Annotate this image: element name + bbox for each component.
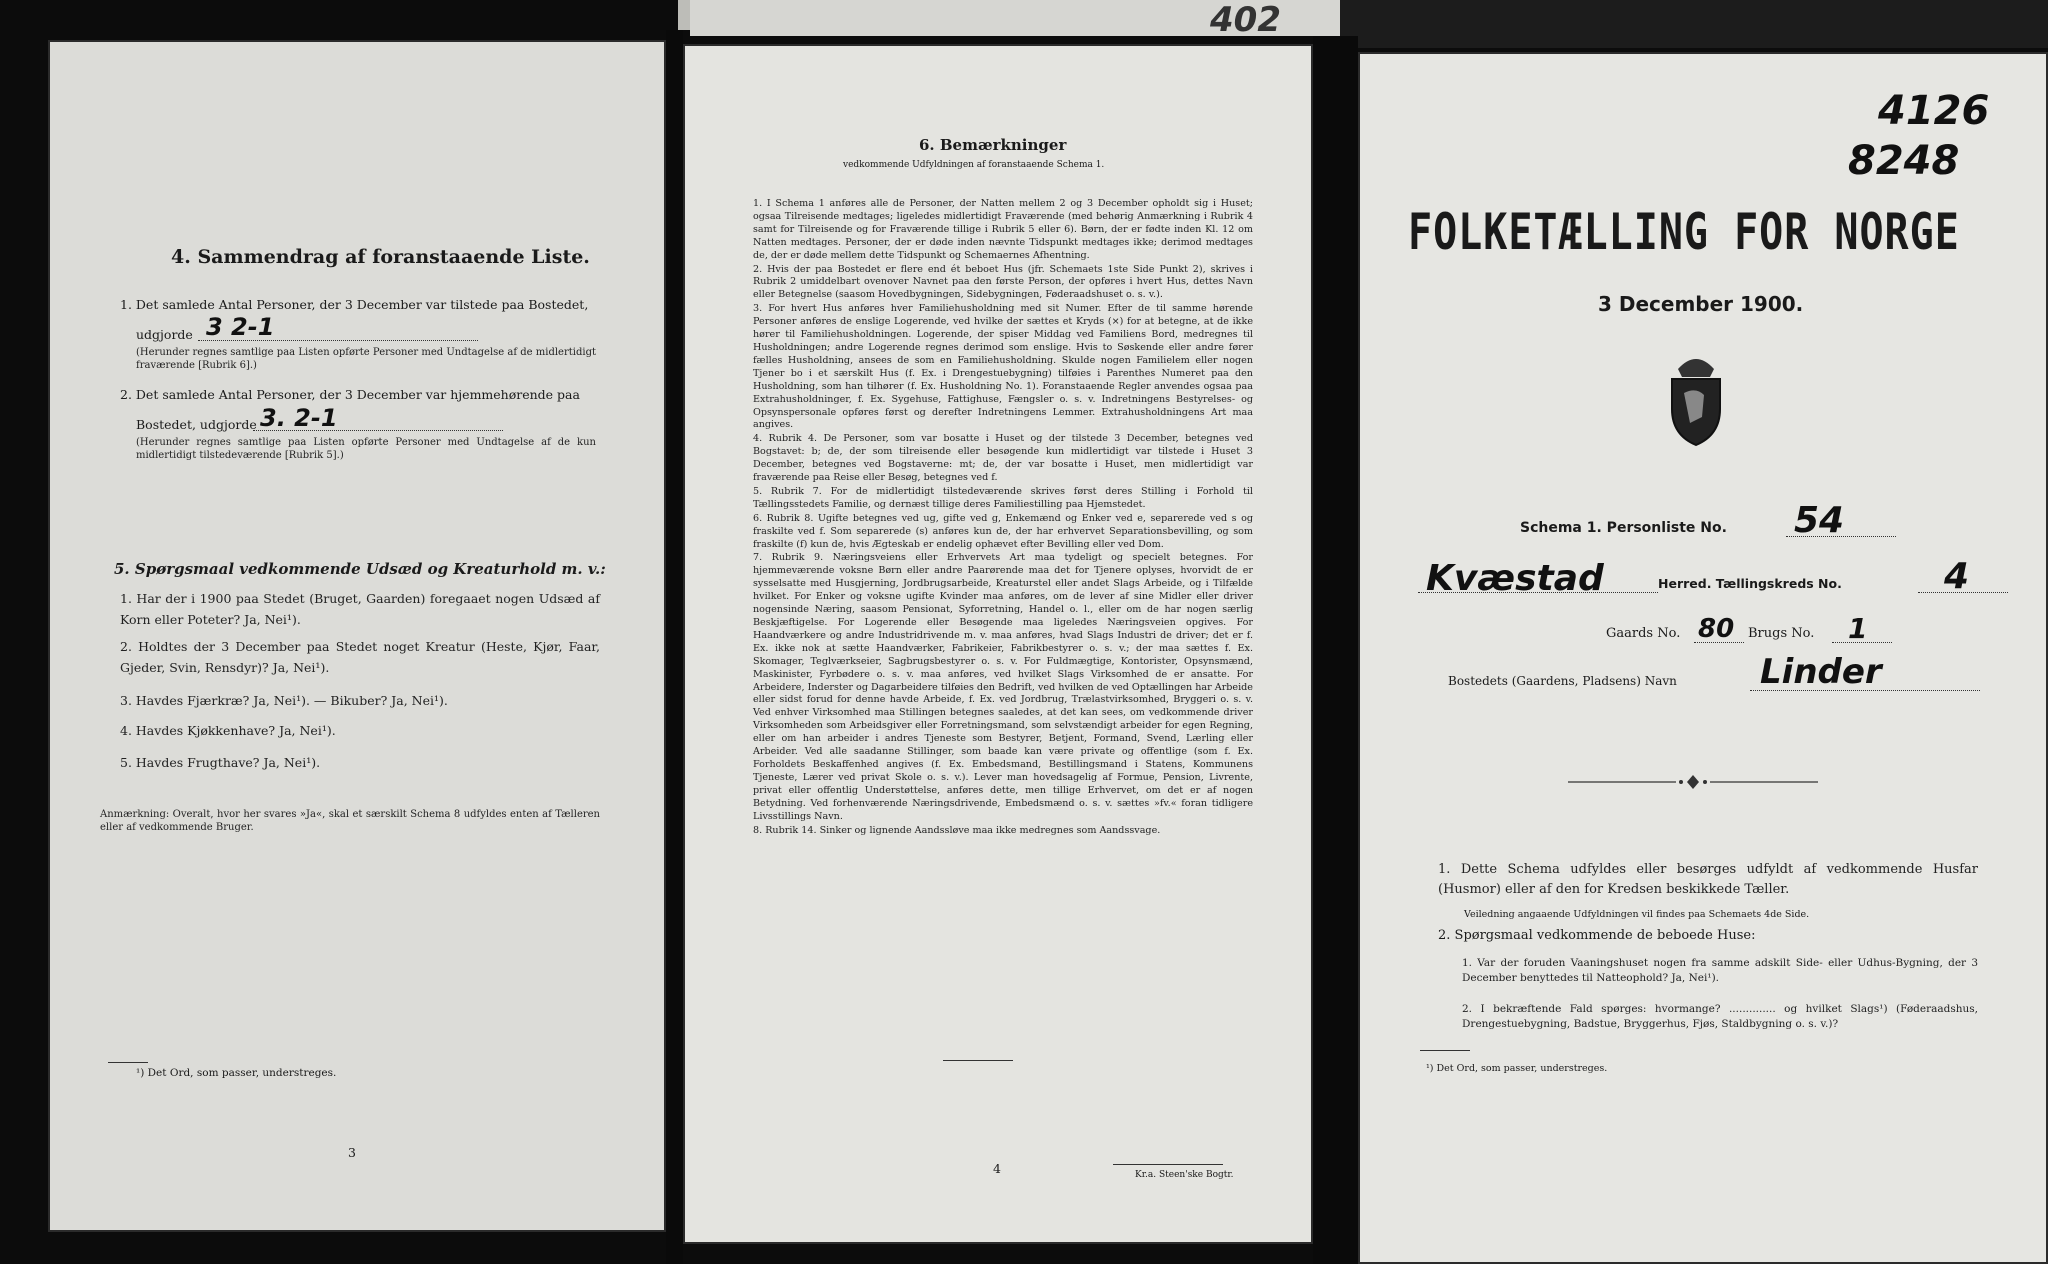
printer-rule [1113, 1164, 1223, 1165]
s5-item-4: 4. Havdes Kjøkkenhave? Ja, Nei¹). [120, 723, 336, 738]
printer: Kr.a. Steen'ske Bogtr. [1135, 1170, 1234, 1180]
ornament-divider-icon [1568, 772, 1818, 792]
remark-1: 1. I Schema 1 anføres alle de Personer, der Natten mellem 2 og 3 December opholdt sig i Huset; ogsaa Tilreisende medtages; ligeledes midlertidigt Fraværende (med behørig Anmærkning i Rubrik 4 samt for Tilreisende og for Fraværende tillige i Rubrik 5 eller 6). Børn, der er fødte inden Kl. 12 om Natten medtages. Personer, der er døde inden nævnte Tidspunkt medtages ikke; derimod medtages de, der er døde mellem dette Tidspunkt og Schemaernes Afhentning. [753, 198, 1253, 261]
personliste-no: 54 [1794, 500, 1845, 541]
page-tab-left [678, 0, 690, 30]
page-tab-right [1340, 0, 2048, 48]
instruction-2-q2: 2. I bekræftende Fald spørges: hvormange? .............. og hvilket Slags¹) (Føderaadshus, Drengestuebygning, Badstue, Bryggerhus, Fjøs, Staldbygning o. s. v.)? [1462, 1003, 1978, 1030]
q2-note: (Herunder regnes samtlige paa Listen opførte Personer med Undtagelse af de kun midlertidigt tilstedeværende [Rubrik 5].) [136, 437, 596, 462]
remark-3: 3. For hvert Hus anføres hver Familiehusholdning med sit Numer. Efter de til samme hørende Personer anføres de enslige Logerende, ved hvilke der sættes et Kryds (×) for at betegne, at de ikke hører til Familiehusholdningen. Logerende, der spiser Middag ved Familiens Bord, medregnes til Husholdningen; andre Logerende regnes derimod som enslige. Hvis to Søskende eller andre fører fælles Husholdning, ansees de som en Familiehusholdning. Skulde nogen Familielem eller nogen Tjener bo i et særskilt Hus (f. Ex. i Drengestuebygning) tilføies i Parenthes Numeret paa den Husholdning, som han tilhører (f. Ex. Husholdning No. 1). Foranstaaende Regler anvendes ogsaa paa Extrahusholdninger, f. Ex. Sygehuse, Fattighuse, Fængsler o. s. v. Indretningens Bestyrelses- og Opsynspersonale opføres først og derefter Indretningens Lemmer. Extrahusholdningens Art maa angives. [753, 303, 1253, 431]
page-number-left: 3 [348, 1145, 356, 1160]
section4-title: 4. Sammendrag af foranstaaende Liste. [171, 246, 590, 268]
gaards-no: 80 [1698, 614, 1735, 644]
document-date: 3 December 1900. [1598, 292, 1804, 316]
schema-label: Schema 1. Personliste No. [1520, 520, 1727, 536]
bosted-name: Linder [1760, 652, 1882, 692]
herred-label: Herred. Tællingskreds No. [1658, 576, 1842, 591]
q1-note: (Herunder regnes samtlige paa Listen opførte Personer med Undtagelse af de midlertidigt fraværende [Rubrik 6].) [136, 347, 596, 372]
brugs-label: Brugs No. [1748, 626, 1815, 641]
corner-number-1: 4126 [1878, 88, 1990, 134]
s5-item-2: 2. Holdtes der 3 December paa Stedet noget Kreatur (Heste, Kjør, Faar, Gjeder, Svin, Rensdyr)? Ja, Nei¹). [120, 639, 600, 675]
section6-title: 6. Bemærkninger [919, 136, 1067, 154]
herred-name: Kvæstad [1426, 558, 1604, 599]
bosted-label: Bostedets (Gaardens, Pladsens) Navn [1448, 674, 1677, 688]
remark-7: 7. Rubrik 9. Næringsveiens eller Erhvervets Art maa tydeligt og specielt betegnes. For hjemmeværende voksne Børn eller andre Paarørende maa det for Tjenere oplyses, hvorvidt de er sysselsatte med Husgjerning, Jordbrugsarbeide, Kreaturstel eller andet Slags Arbeide, og i Tilfælde hvilket. For Enker og voksne ugifte Kvinder maa anføres, om de lever af sine Midler eller driver nogensinde Næring, saasom Pensionat, Syforretning, Handel o. l., eller om de har nogen særlig Beskjæftigelse. For Logerende eller Besøgende maa ligeledes Næringsveien opgives. For Haandværkere og andre Industridrivende m. v. maa anføres, hvad Slags Industri de driver; det er f. Ex. ikke nok at sætte Haandværker, Fabrikeier, Fabrikbestyrer o. s. v.; der maa sættes f. Ex. Skomager, Teglværkseier, Sagbrugsbestyrer o. s. v. For Fuldmægtige, Kontorister, Opsynsmænd, Maskinister, Fyrbødere o. s. v. maa anføres, ved hvilket Slags Virksomhed de er ansatte. For Arbeidere, Inderster og Dagarbeidere tilføies den Bedrift, ved hvilken de ved Optællingen har Arbeide eller sidst forud for denne havde Arbeide, f. Ex. ved Jordbrug, Trælastvirksomhed, Bryggeri o. s. v. Ved enhver Virksomhed maa Stillingen betegnes saaledes, at det kan sees, om vedkommende driver Virksomheden som Arbeidsgiver eller Forretningsmand, som selvstændigt arbeider for egen Regning, eller om han arbeider i andres Tjeneste som Bestyrer, Betjent, Formand, Svend, Lærling eller Arbeider. Ved alle saadanne Stillinger, som baade kan være private og offentlige (som f. Ex. Forholdets Beskaffenhed angives (f. Ex. Embedsmand, Bestillingsmand i Statens, Kommunens Tjeneste, Lærer ved privat Skole o. s. v.). Lever man hovedsagelig af Formue, Pension, Livrente, privat eller offentlig Understøttelse, anføres dette, men tillige Erhvervet, om det er af nogen Betydning. Ved forhenværende Næringsdrivende, Embedsmænd o. s. v. sættes »fv.« foran tidligere Livsstillings Navn. [753, 552, 1253, 822]
section6-subtitle: vedkommende Udfyldningen af foranstaaende Schema 1. [843, 160, 1105, 170]
corner-number-2: 8248 [1848, 138, 1960, 184]
page-number-mid: 4 [993, 1161, 1001, 1176]
instruction-1-note: Veiledning angaaende Udfyldningen vil findes paa Schemaets 4de Side. [1464, 909, 1810, 920]
remarks [753, 198, 1253, 838]
s5-item-3: 3. Havdes Fjærkræ? Ja, Nei¹). — Bikuber? Ja, Nei¹). [120, 693, 448, 708]
page-right [1358, 52, 2048, 1264]
page-left [48, 40, 666, 1232]
q2-answer: 3. 2-1 [260, 404, 338, 432]
instruction-1: 1. Dette Schema udfyldes eller besørges udfyldt af vedkommende Husfar (Husmor) eller af den for Kredsen beskikkede Tæller. [1438, 862, 1978, 897]
footnote: ¹) Det Ord, som passer, understreges. [136, 1067, 337, 1079]
kreds-no: 4 [1944, 556, 1970, 597]
anmerkning: Anmærkning: Overalt, hvor her svares »Ja«, skal et særskilt Schema 8 udfyldes enten af Tælleren eller af vedkommende Bruger. [100, 809, 600, 834]
end-rule [943, 1060, 1013, 1061]
gaards-label: Gaards No. [1606, 626, 1681, 641]
remark-5: 5. Rubrik 7. For de midlertidigt tilstedeværende skrives først deres Stilling i Forhold til Tællingsstedets Familie, og dernæst tillige deres Familiestilling paa Hjemstedet. [753, 485, 1253, 510]
coat-of-arms-icon [1664, 347, 1728, 447]
s5-item-5: 5. Havdes Frugthave? Ja, Nei¹). [120, 755, 321, 770]
page-gutter-right [1313, 36, 1358, 1264]
page-gutter-left [666, 30, 683, 1264]
remark-2: 2. Hvis der paa Bostedet er flere end ét beboet Hus (jfr. Schemaets 1ste Side Punkt 2), skrives i Rubrik 2 umiddelbart ovenover Navnet paa den første Person, der opføres i hvert Hus, dettes Navn eller Betegnelse (saasom Hovedbygningen, Sidebygningen, Føderaadshuset o. s. v.). [753, 263, 1253, 301]
instruction-2: 2. Spørgsmaal vedkommende de beboede Huse: [1438, 928, 1756, 943]
remark-6: 6. Rubrik 8. Ugifte betegnes ved ug, gifte ved g, Enkemænd og Enker ved e, separerede ved s og fraskilte ved f. Som separerede (s) anføres kun de, der har erhvervet Separationsbevilling, og som fraskilte (f) kun de, hvis Ægteskab er endelig ophævet efter Bevilling eller ved Dom. [753, 512, 1253, 550]
page-mid [683, 44, 1313, 1244]
remark-8: 8. Rubrik 14. Sinker og lignende Aandssløve maa ikke medregnes som Aandssvage. [753, 824, 1161, 836]
s5-item-1: 1. Har der i 1900 paa Stedet (Bruget, Gaarden) foregaaet nogen Udsæd af Korn eller Poteter? Ja, Nei¹). [120, 591, 600, 627]
mid-top-mark: 402 [1210, 0, 1281, 40]
q1-lead: udgjorde [136, 327, 193, 342]
footnote-rule-right [1420, 1050, 1470, 1051]
brugs-no: 1 [1848, 612, 1868, 645]
q2-text: 2. Det samlede Antal Personer, der 3 December var hjemmehørende paa [120, 387, 580, 402]
footnote-rule [108, 1062, 148, 1063]
q2-lead: Bostedet, udgjorde [136, 417, 257, 432]
footnote-right: ¹) Det Ord, som passer, understreges. [1426, 1063, 1608, 1074]
document-title: FOLKETÆLLING FOR NORGE [1408, 204, 1960, 262]
q1-answer: 3 2-1 [206, 313, 275, 341]
section5-title: 5. Spørgsmaal vedkommende Udsæd og Kreaturhold m. v.: [114, 560, 606, 578]
instruction-2-q1: 1. Var der foruden Vaaningshuset nogen fra samme adskilt Side- eller Udhus-Bygning, der 3 December benyttedes til Natteophold? Ja, Nei¹). [1462, 957, 1978, 984]
remark-4: 4. Rubrik 4. De Personer, som var bosatte i Huset og der tilstede 3 December, betegnes ved Bogstavet: b; de, der som tilreisende eller besøgende kun midlertidigt var tilstede i Huset 3 December, betegnes ved Bogstaverne: mt; de, der var bosatte i Huset, men midlertidigt var fraværende paa Reise eller Besøg, betegnes ved f. [753, 433, 1253, 484]
q1-text: 1. Det samlede Antal Personer, der 3 December var tilstede paa Bostedet, [120, 297, 589, 312]
